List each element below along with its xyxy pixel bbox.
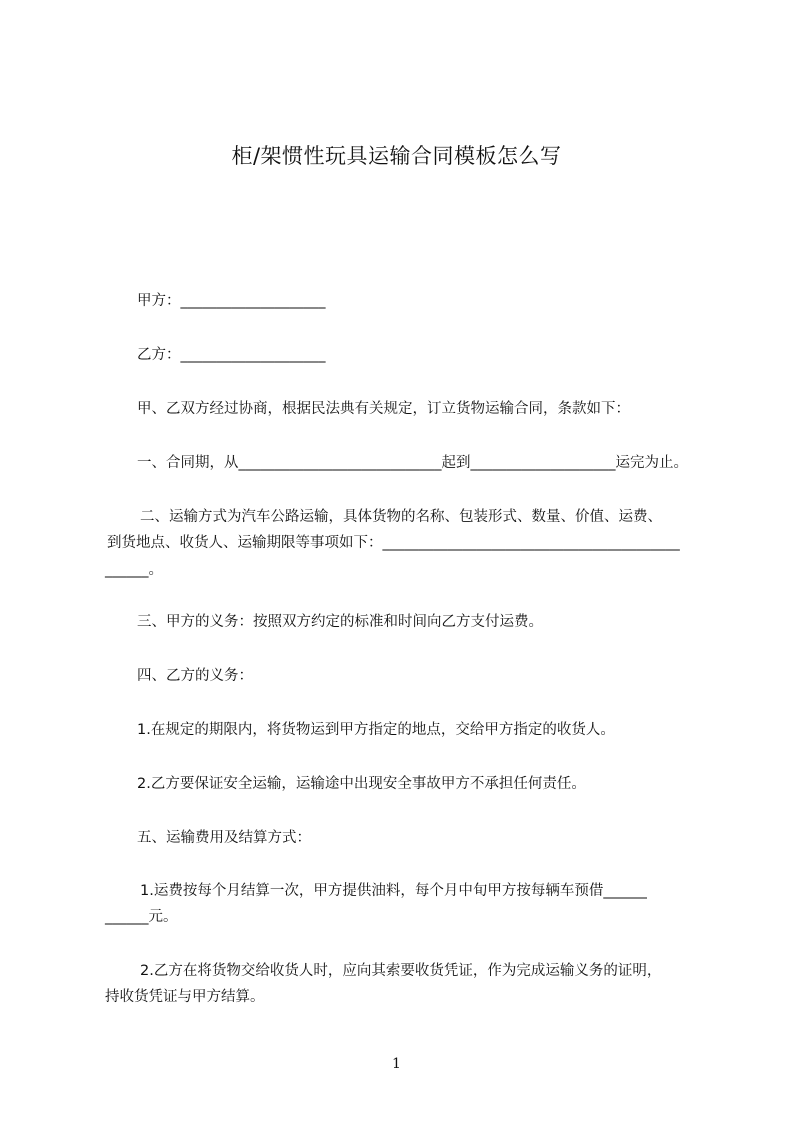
clause-2-line-2: 到货地点、收货人、运输期限等事项如下：_________________________________________: [107, 535, 680, 551]
clause-5-item-2-line-1: 2.乙方在将货物交给收货人时，应向其索要收货凭证，作为完成运输义务的证明，: [140, 963, 662, 979]
clause-5-item-1-line-2: ______元。: [105, 909, 178, 925]
clause-4-heading: 四、乙方的义务：: [137, 668, 253, 684]
clause-4-item-1: 1.在规定的期限内，将货物运到甲方指定的地点，交给甲方指定的收货人。: [137, 722, 615, 738]
party-b-line: 乙方：____________________: [137, 347, 326, 363]
clause-2-line-1: 二、运输方式为汽车公路运输，具体货物的名称、包装形式、数量、价值、运费、: [140, 509, 662, 525]
clause-3-party-a-duties: 三、甲方的义务：按照双方约定的标准和时间向乙方支付运费。: [137, 614, 543, 630]
clause-5-item-1-line-1: 1.运费按每个月结算一次，甲方提供油料，每个月中旬甲方按每辆车预借______: [140, 883, 647, 899]
clause-5-heading: 五、运输费用及结算方式：: [137, 830, 311, 846]
clause-5-item-2-line-2: 持收货凭证与甲方结算。: [105, 989, 265, 1005]
party-a-line: 甲方：____________________: [137, 293, 326, 309]
clause-4-item-2: 2.乙方要保证安全运输，运输途中出现安全事故甲方不承担任何责任。: [137, 776, 586, 792]
clause-1-contract-period: 一、合同期，从____________________________起到____________________运完为止。: [137, 455, 688, 471]
clause-2-line-3: ______。: [105, 562, 163, 578]
page-number: 1: [392, 1056, 401, 1072]
document-title: 柜/架惯性玩具运输合同模板怎么写: [231, 144, 562, 168]
intro-paragraph: 甲、乙双方经过协商，根据民法典有关规定，订立货物运输合同，条款如下：: [137, 401, 630, 417]
